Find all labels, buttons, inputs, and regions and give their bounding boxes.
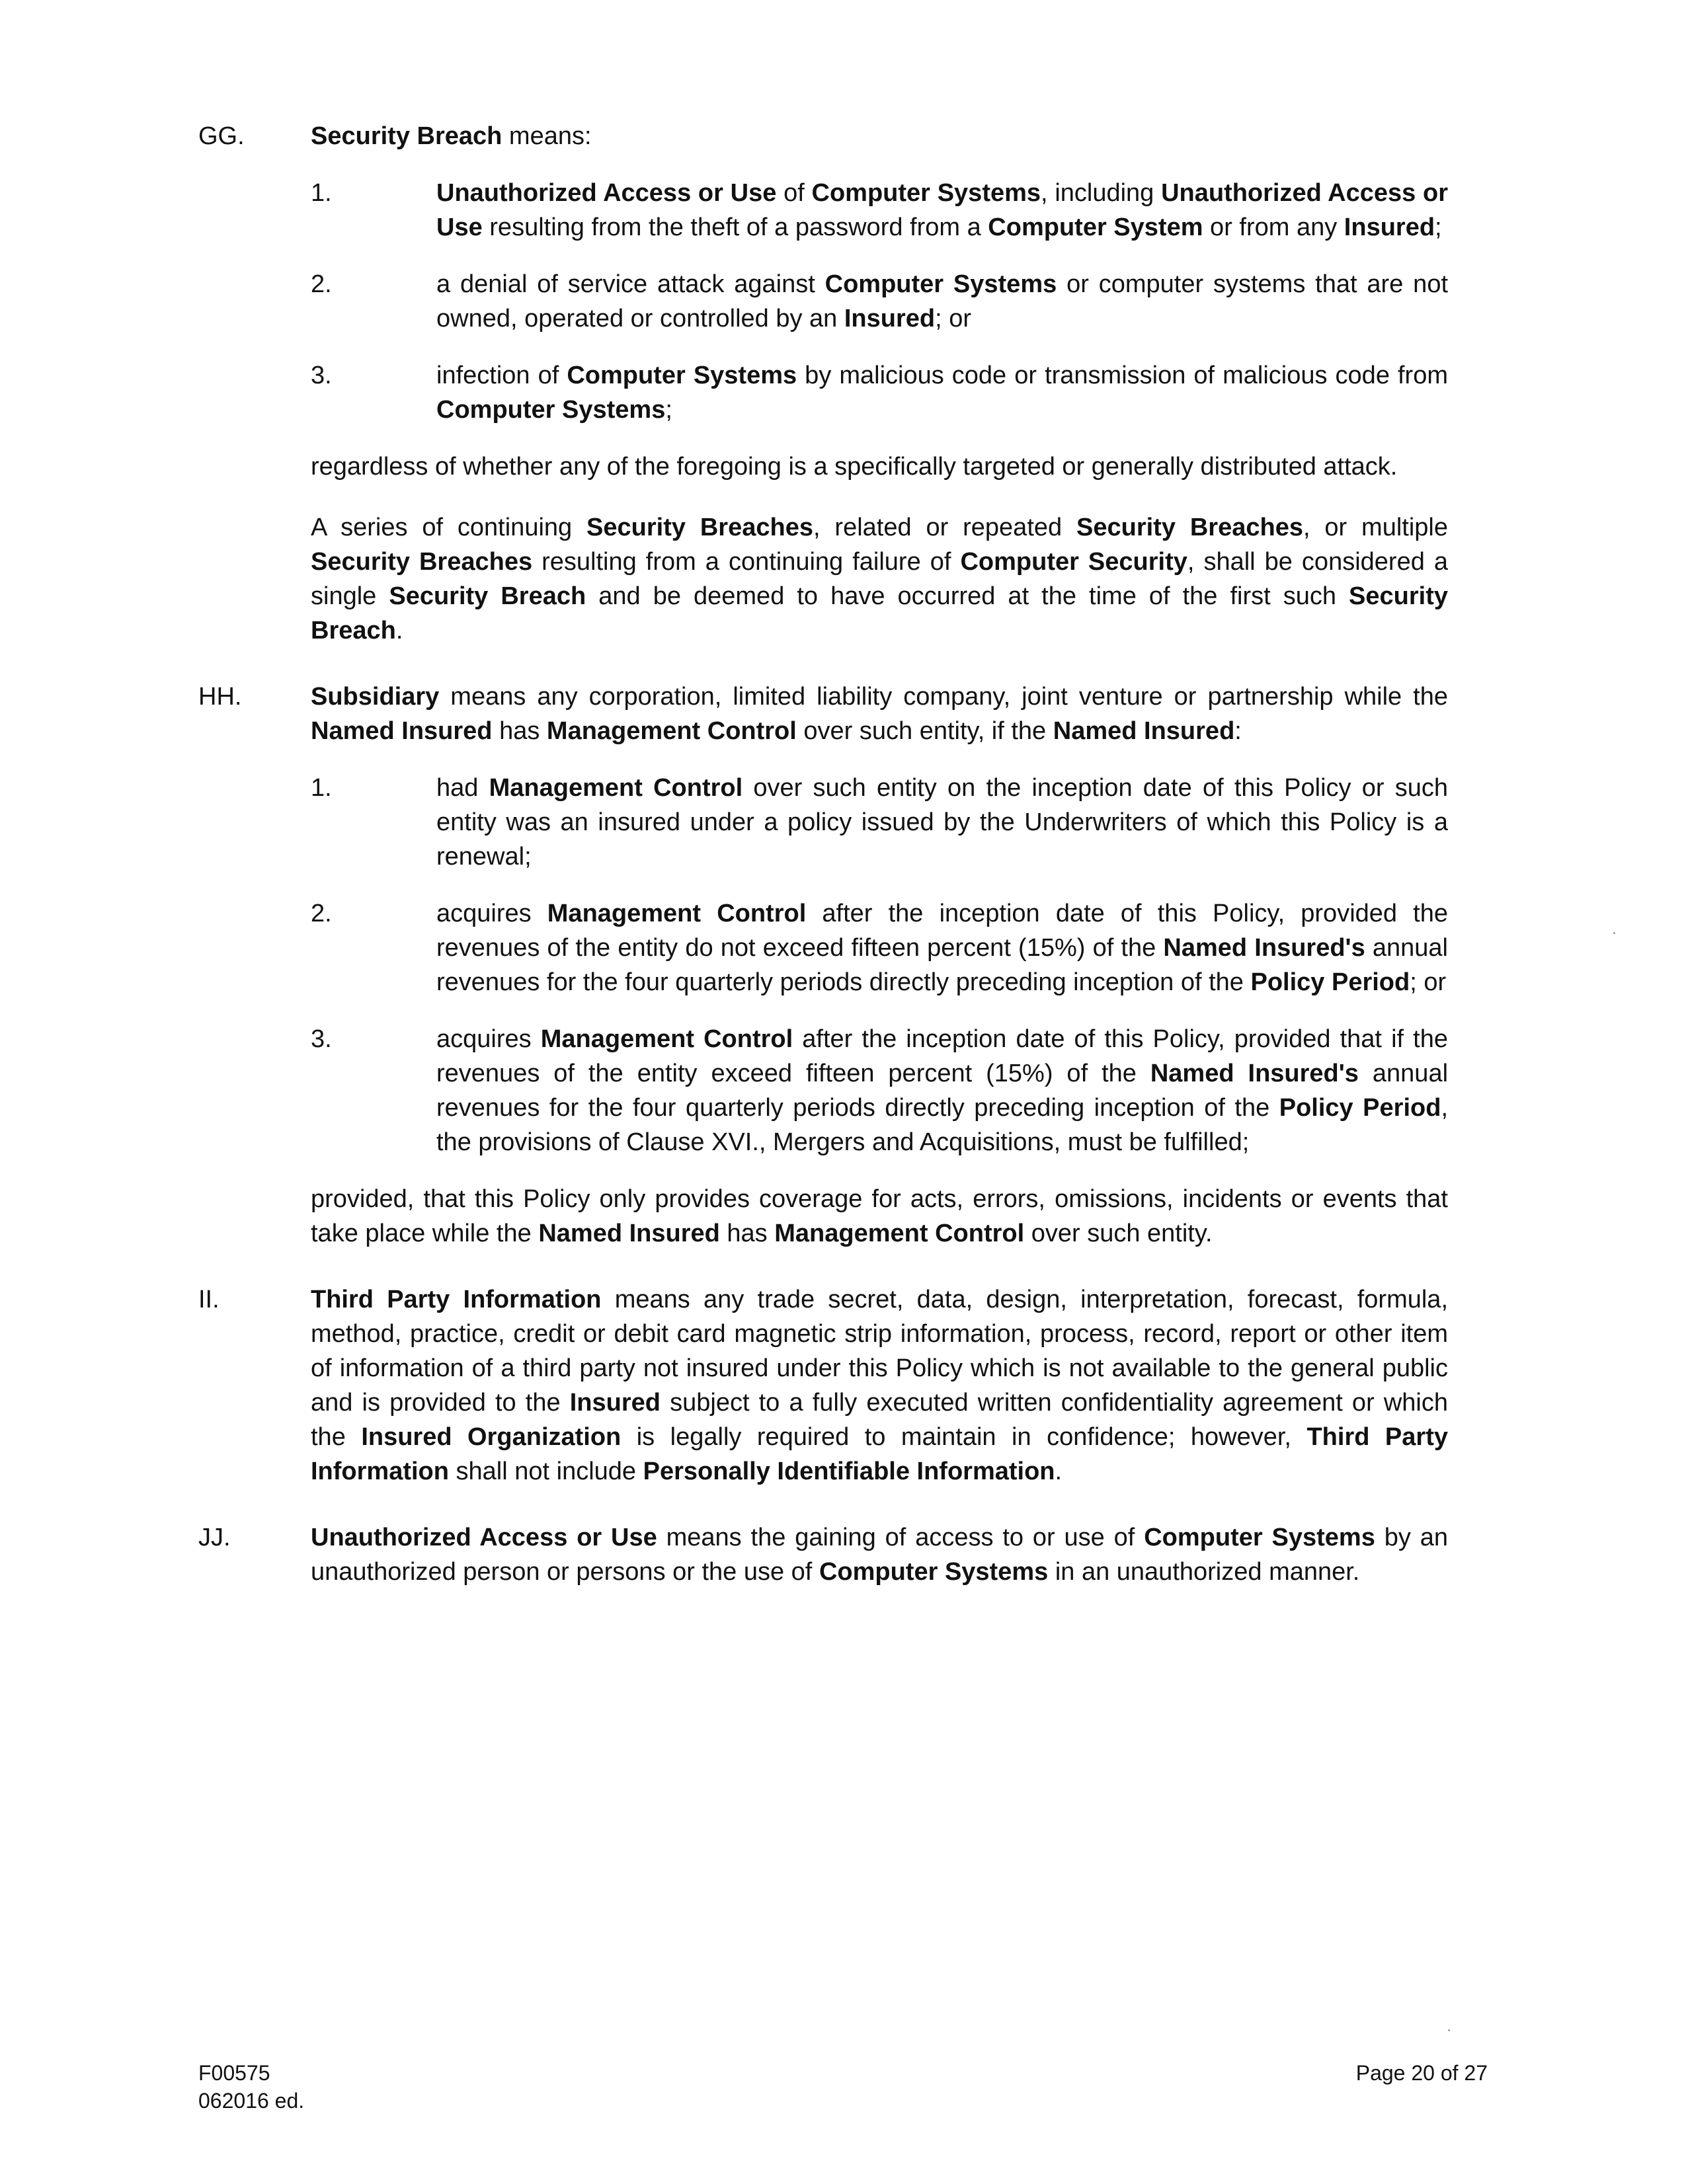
list-item [0,176,1686,245]
text-run: infection of [436,362,567,389]
defined-term: Computer Systems [811,179,1041,207]
text-run: ; [1435,214,1442,241]
defined-term: Subsidiary [311,683,440,711]
text-run: resulting from a continuing failure of [532,548,961,576]
list-item [0,1022,1686,1159]
list-item-number: 1. [311,179,332,207]
defined-term: Unauthorized Access or Use [311,1524,657,1551]
text-run: , including [1041,179,1162,207]
defined-term: Computer Systems [824,270,1057,298]
defined-term: Computer Security [960,548,1187,576]
defined-term: Computer System [988,214,1203,241]
list-item [0,771,1686,874]
text-run: acquires [436,1025,541,1053]
text-run: provided, that this Policy only provides coverage for acts, errors, omissions, incidents or events that take place while the [311,1185,1448,1247]
definition-paragraph [311,510,1448,648]
text-run: or computer systems that are not owned, operated or controlled by an [436,270,1449,332]
defined-term: Named Insured's [1150,1060,1359,1087]
defined-term: Insured [569,1389,661,1417]
text-run: means the gaining of access to or use of [657,1524,1144,1551]
text-run: shall not include [448,1458,643,1485]
form-edition: 062016 ed. [198,2089,305,2113]
page-footer [198,2059,1488,2138]
definition-label: JJ. [198,1524,231,1551]
scan-speck [1613,932,1615,934]
list-item-number: 3. [311,362,332,389]
definitions-section [0,119,1686,1621]
text-run: . [1055,1458,1063,1485]
defined-term: Unauthorized Access or Use [436,179,1448,241]
text-run: acquires [436,900,547,927]
page-number: Page 20 of 27 [1355,2061,1488,2085]
text-run: regardless of whether any of the foregoing is a specifically targeted or generally distributed attack. [311,453,1398,481]
list-item [0,896,1686,999]
defined-term: Management Control [546,717,797,745]
list-item [0,267,1686,336]
defined-term: Management Control [540,1025,793,1053]
text-run: after the inception date of this Policy, provided the revenues of the entity do not exceed fifteen percent (15%) of the [436,900,1449,962]
definition-label: HH. [198,683,242,711]
text-run: ; [665,396,672,424]
definition-subitems [0,176,1686,427]
text-run: or from any [1203,214,1344,241]
list-item-number: 2. [311,270,332,298]
text-run: over such entity, if the [796,717,1053,745]
text-run: is legally required to maintain in confidence; however, [621,1423,1307,1451]
definition-paragraph [311,1182,1448,1251]
defined-term: Unauthorized Access or Use [436,179,777,207]
text-run: by an unauthorized person or persons or the use of [311,1524,1448,1586]
defined-term: Security Breach [389,582,586,610]
text-run: resulting from the theft of a password from a [482,214,988,241]
definition-text [311,1520,1448,1589]
list-item-text [436,1022,1448,1159]
text-run: over such entity on the inception date of this Policy or such entity was an insured under a policy issued by the Underwriters of which this Policy is a renewal; [436,774,1448,871]
text-run: means: [502,122,592,150]
defined-term: Management Control [774,1220,1025,1247]
defined-term: Security Breaches [311,548,533,576]
text-run: means any corporation, limited liability company, joint venture or partnership while the [439,683,1448,711]
text-run: subject to a fully executed written confidentiality agreement or which the [311,1389,1448,1451]
definition-text [311,680,1448,748]
definition-paragraph [311,449,1448,484]
text-run: annual revenues for the four quarterly periods directly preceding inception of the [436,934,1448,996]
defined-term: Named Insured [1053,717,1235,745]
form-identifier [198,2059,304,2115]
definition [0,1520,1686,1589]
defined-term: Third Party Information [311,1286,602,1313]
list-item-number: 3. [311,1025,332,1053]
defined-term: Personally Identifiable Information [643,1458,1055,1485]
definition-label: II. [198,1286,220,1313]
text-run: . [395,617,403,644]
text-run: of [776,179,812,207]
text-run: A series of continuing [311,514,587,541]
defined-term: Management Control [489,774,743,802]
defined-term: Management Control [547,900,807,927]
text-run: by malicious code or transmission of malicious code from [797,362,1448,389]
list-item-number: 2. [311,900,332,927]
defined-term: Security Breach [311,122,502,150]
definition-label: GG. [198,122,245,150]
text-run: means any trade secret, data, design, interpretation, forecast, formula, method, practice, credit or debit card magnetic strip information, process, record, report or other item of information of a third party not insured under this Policy which is not available to the general public and is provided to the [311,1286,1448,1417]
definition [0,1282,1686,1489]
text-run: , related or repeated [813,514,1077,541]
defined-term: Third Party Information [311,1423,1448,1485]
defined-term: Security Breaches [586,514,813,541]
definition-text [311,119,1448,153]
defined-term: Insured [844,305,936,332]
defined-term: Computer Systems [1144,1524,1375,1551]
text-run: has [492,717,547,745]
defined-term: Computer Systems [819,1558,1049,1586]
text-run: , shall be considered a single [311,548,1448,610]
list-item-number: 1. [311,774,332,802]
list-item-text [436,771,1448,874]
defined-term: Policy Period [1279,1094,1441,1122]
list-item-text [436,358,1448,427]
list-item-text [436,896,1448,999]
text-run: ; or [1410,968,1447,996]
text-run: , the provisions of Clause XVI., Mergers and Acquisitions, must be fulfilled; [436,1094,1448,1156]
defined-term: Insured Organization [361,1423,622,1451]
list-item [0,358,1686,427]
definition [0,680,1686,1251]
text-run: and be deemed to have occurred at the time of the first such [586,582,1349,610]
definition-subitems [0,771,1686,1159]
text-run: , or multiple [1303,514,1448,541]
defined-term: Security Breaches [1076,514,1303,541]
text-run: has [719,1220,775,1247]
defined-term: Policy Period [1250,968,1410,996]
list-item-text [436,267,1448,336]
list-item-text [436,176,1448,245]
text-run: over such entity. [1024,1220,1213,1247]
text-run: : [1234,717,1242,745]
scan-speck [1448,2029,1450,2031]
definition-text [311,1282,1448,1489]
definition [0,119,1686,648]
defined-term: Computer Systems [436,396,666,424]
form-number: F00575 [198,2061,270,2085]
text-run: a denial of service attack against [436,270,825,298]
defined-term: Computer Systems [567,362,797,389]
text-run: ; or [935,305,972,332]
defined-term: Insured [1344,214,1435,241]
defined-term: Named Insured's [1163,934,1365,962]
text-run: in an unauthorized manner. [1048,1558,1360,1586]
text-run: had [436,774,489,802]
defined-term: Named Insured [311,717,493,745]
defined-term: Security Breach [311,582,1449,644]
text-run: annual revenues for the four quarterly periods directly preceding inception of the [436,1060,1449,1122]
defined-term: Named Insured [538,1220,720,1247]
text-run: after the inception date of this Policy, provided that if the revenues of the entity exceed fifteen percent (15%) of the [436,1025,1448,1087]
